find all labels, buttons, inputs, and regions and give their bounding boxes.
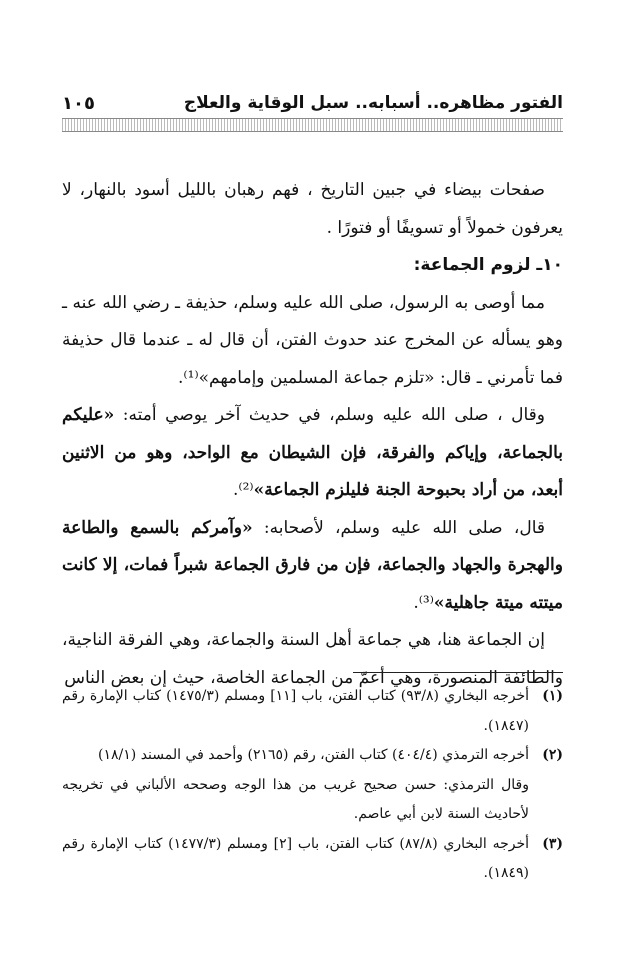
footnote-2: [62, 741, 563, 830]
footnote-number: (٢): [542, 747, 563, 763]
footnotes: [62, 682, 563, 889]
section-heading: ١٠ـ لزوم الجماعة:: [413, 255, 563, 275]
footnote-line: أخرجه الترمذي (٤٠٤/٤) كتاب الفتن، رقم (٢١٦٥) وأحمد في المسند (١٨/١): [98, 747, 529, 763]
running-title: الفتور مظاهره.. أسبابه.. سبل الوقاية والعلاج: [183, 93, 563, 113]
paragraph-2: مما أوصى به الرسول، صلى الله عليه وسلم، حذيفة ـ رضي الله عنه ـ وهو يسأله عن المخرج عند حدوث الفتن، أن قال له ـ عندما قال حذيفة فما تأمرني ـ قال: «تلزم جماعة المسلمين وإمامهم»⁽¹⁾.: [62, 292, 563, 388]
hadith-quote-2: «عليكم بالجماعة، وإياكم والفرقة، فإن الشيطان مع الواحد، وهو من الاثنين أبعد، من أراد بحبوحة الجنة فليلزم الجماعة»: [62, 405, 563, 500]
paragraph-3-intro: وقال ، صلى الله عليه وسلم، في حديث آخر يوصي أمته:: [114, 405, 545, 425]
paragraph-3: [62, 397, 563, 510]
paragraph-4-intro: قال، صلى الله عليه وسلم، لأصحابه:: [252, 517, 545, 538]
footnote-ref-2: ⁽²⁾.: [232, 480, 254, 500]
footnote-line: وقال الترمذي: حسن صحيح غريب من هذا الوجه وصححه الألباني في تخريجه لأحاديث السنة لابن أبي عاصم.: [62, 776, 529, 822]
paragraph-5: إن الجماعة هنا، هي جماعة أهل السنة والجماعة، وهي الفرقة الناجية، والطائفة المنصورة، وهي أعمّ من الجماعة الخاصة، حيث إن بعض الناس: [62, 630, 563, 688]
footnote-line: أخرجه البخاري (٩٣/٨) كتاب الفتن، باب [١١] ومسلم (١٤٧٥/٣) كتاب الإمارة رقم (١٨٤٧).: [62, 688, 529, 734]
footnote-separator: [353, 672, 563, 673]
paragraph-4: [62, 510, 563, 623]
header-rule: [62, 118, 563, 132]
footnote-1: [62, 682, 563, 741]
paragraph-1: صفحات بيضاء في جبين التاريخ ، فهم رهبان بالليل أسود بالنهار، لا يعرفون خمولاً أو تسويفًا أو فتورًا .: [62, 180, 563, 238]
hadith-quote-3: «وآمركم بالسمع والطاعة والهجرة والجهاد والجماعة، فإن من فارق الجماعة شبراً فمات، إلا كانت ميتته ميتة جاهلية»: [62, 517, 563, 613]
page-number: ١٠٥: [62, 92, 95, 114]
footnote-number: (٣): [542, 835, 563, 852]
page-header: [62, 88, 563, 118]
body-text: [62, 172, 563, 697]
footnote-number: (١): [542, 688, 563, 704]
footnote-line: أخرجه البخاري (٨٧/٨) كتاب الفتن، باب [٢] ومسلم (١٤٧٧/٣) كتاب الإمارة رقم (١٨٤٩).: [62, 835, 530, 881]
footnote-3: [62, 830, 563, 889]
footnote-ref-3: ⁽³⁾.: [413, 592, 434, 613]
